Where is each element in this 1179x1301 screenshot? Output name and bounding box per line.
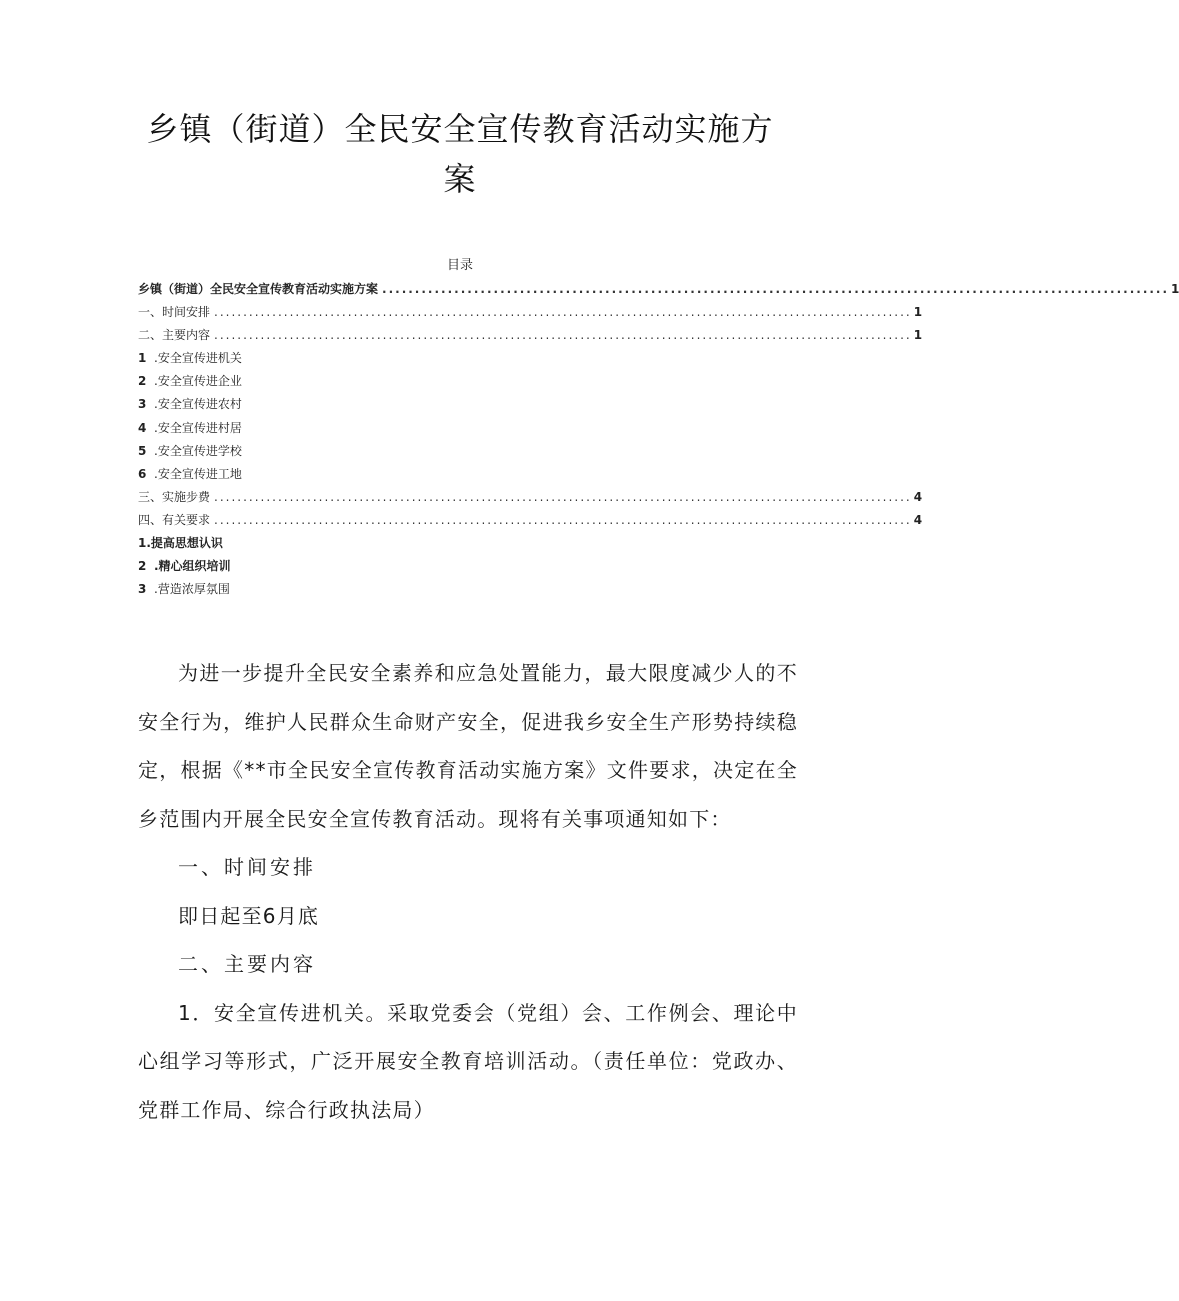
toc-entry-label: .营造浓厚氛围 [154, 582, 230, 597]
toc-entry[interactable]: 三、实施步费 ........................................................................................................................ 4 [138, 489, 923, 504]
document-title [80, 104, 840, 204]
toc-entry-label: 三、实施步费 [138, 489, 211, 504]
toc-entry-label: 四、有关要求 [138, 512, 211, 527]
title-line-1: 乡镇（街道）全民安全宣传教育活动实施方 [146, 110, 774, 148]
toc-entry[interactable] [138, 534, 780, 557]
toc-entry[interactable] [138, 557, 780, 580]
intro-paragraph: 为进一步提升全民安全素养和应急处置能力，最大限度减少人的不安全行为，维护人民群众生命财产安全，促进我乡安全生产形势持续稳定，根据《**市全民安全宣传教育活动实施方案》文件要求，决定在全乡范围内开展全民安全宣传教育活动。现将有关事项通知如下： [138, 661, 798, 831]
toc-entry[interactable] [138, 395, 780, 418]
title-line-2: 案 [443, 160, 477, 198]
toc-entry-page: 4 [913, 489, 923, 504]
section-heading-content: 二、主要内容 [178, 952, 316, 976]
toc-entry-label: 二、主要内容 [138, 328, 211, 343]
toc-entry-number: 4 [138, 420, 147, 435]
toc-entry[interactable]: 乡镇（街道）全民安全宣传教育活动实施方案 ........................................................................................................................ 1 [138, 282, 1179, 296]
toc-heading: 目录 [446, 258, 473, 273]
toc-entry-number: 3 [138, 582, 147, 597]
content-item-1: 1．安全宣传进机关。采取党委会（党组）会、工作例会、理论中心组学习等形式，广泛开展安全教育培训活动。（责任单位：党政办、党群工作局、综合行政执法局） [138, 1000, 798, 1122]
toc-entry-label: .安全宣传进村居 [154, 420, 242, 435]
toc-entry[interactable]: 一、时间安排 ........................................................................................................................ 1 [138, 305, 923, 320]
toc-entry[interactable] [138, 372, 780, 395]
document-body [138, 649, 798, 1134]
toc-entry-page: 4 [913, 512, 923, 527]
toc-entry-number: 3 [138, 397, 147, 412]
toc-entry[interactable]: 四、有关要求 ........................................................................................................................ 4 [138, 512, 923, 527]
toc-entry[interactable] [138, 419, 780, 442]
toc-entry[interactable] [138, 580, 780, 603]
toc-entry-label: .安全宣传进工地 [154, 466, 242, 481]
toc-entry-label: .安全宣传进学校 [154, 443, 242, 458]
toc-entry-label: .安全宣传进农村 [154, 397, 242, 412]
toc-entry-page: 1 [1171, 282, 1179, 296]
toc-entry-label: .精心组织培训 [154, 559, 231, 574]
toc-entry-number: 1 [138, 351, 147, 366]
toc-entry-number: 2 [138, 559, 147, 574]
section-text-time: 即日起至6月底 [178, 903, 320, 928]
toc-entry-label: .安全宣传进企业 [154, 374, 242, 389]
toc-entry-label: 1.提高思想认识 [138, 536, 223, 551]
toc-entry-label: 一、时间安排 [138, 305, 211, 320]
toc-entry-label: .安全宣传进机关 [154, 351, 242, 366]
toc-entry-page: 1 [913, 328, 923, 343]
toc-entry[interactable] [138, 442, 780, 465]
toc-entry-number: 6 [138, 466, 147, 481]
toc-entry-page: 1 [913, 305, 923, 320]
table-of-contents [138, 280, 1179, 603]
toc-entry-number: 5 [138, 443, 147, 458]
toc-entry-label: 乡镇（街道）全民安全宣传教育活动实施方案 [138, 282, 379, 296]
toc-entry[interactable]: 二、主要内容 ........................................................................................................................ 1 [138, 328, 923, 343]
section-heading-time: 一、时间安排 [178, 855, 316, 879]
toc-entry[interactable] [138, 349, 780, 372]
toc-entry[interactable] [138, 465, 780, 488]
toc-entry-number: 2 [138, 374, 147, 389]
